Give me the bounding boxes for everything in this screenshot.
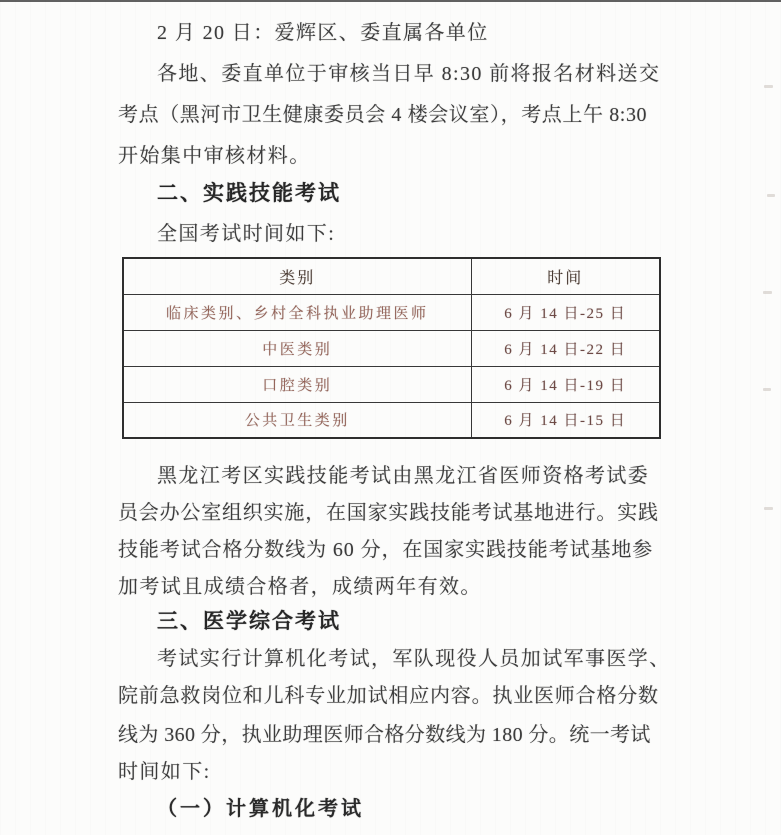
section2-body-line-3: 技能考试合格分数线为 60 分，在国家实践技能考试基地参 [118, 539, 654, 561]
section2-lead: 全国考试时间如下: [157, 223, 336, 245]
column-header-category: 类别 [123, 258, 471, 294]
table-row [123, 294, 660, 330]
exam-schedule-table [122, 257, 661, 439]
time-cell: 6 月 14 日-25 日 [471, 294, 660, 330]
column-header-time: 时间 [471, 258, 660, 294]
section2-heading: 二、实践技能考试 [157, 182, 341, 205]
scan-speck [763, 388, 771, 391]
scan-edge-line [0, 0, 781, 2]
intro-line-1: 2 月 20 日：爱辉区、委直属各单位 [157, 22, 489, 44]
intro-line-4: 开始集中审核材料。 [118, 145, 311, 167]
section2-body-line-2: 员会办公室组织实施，在国家实践技能考试基地进行。实践 [118, 502, 659, 524]
time-cell: 6 月 14 日-15 日 [471, 402, 660, 438]
section3-body-line-2: 院前急救岗位和儿科专业加试相应内容。执业医师合格分数 [118, 685, 659, 707]
scan-speck [763, 291, 772, 294]
table-row [123, 366, 660, 402]
scan-speck [764, 507, 773, 510]
section2-body-line-4: 加考试且成绩合格者，成绩两年有效。 [118, 576, 482, 598]
scan-speck [764, 85, 773, 88]
section2-body-line-1: 黑龙江考区实践技能考试由黑龙江省医师资格考试委 [157, 465, 650, 487]
category-cell: 口腔类别 [123, 366, 471, 402]
section3-heading: 三、医学综合考试 [157, 610, 341, 633]
section3-body-line-3: 线为 360 分，执业助理医师合格分数线为 180 分。统一考试 [118, 724, 651, 746]
subsection-heading: （一）计算机化考试 [157, 798, 364, 820]
table-row [123, 402, 660, 438]
category-cell: 公共卫生类别 [123, 402, 471, 438]
table-row [123, 330, 660, 366]
intro-line-2: 各地、委直单位于审核当日早 8:30 前将报名材料送交 [157, 63, 661, 85]
intro-line-3: 考点（黑河市卫生健康委员会 4 楼会议室），考点上午 8:30 [118, 104, 648, 126]
time-cell: 6 月 14 日-22 日 [471, 330, 660, 366]
scan-speck [767, 194, 775, 197]
table-header-row [123, 258, 660, 294]
section3-body-line-4: 时间如下: [118, 761, 211, 783]
section3-body-line-1: 考试实行计算机化考试，军队现役人员加试军事医学、 [157, 648, 671, 670]
category-cell: 中医类别 [123, 330, 471, 366]
time-cell: 6 月 14 日-19 日 [471, 366, 660, 402]
category-cell: 临床类别、乡村全科执业助理医师 [123, 294, 471, 330]
